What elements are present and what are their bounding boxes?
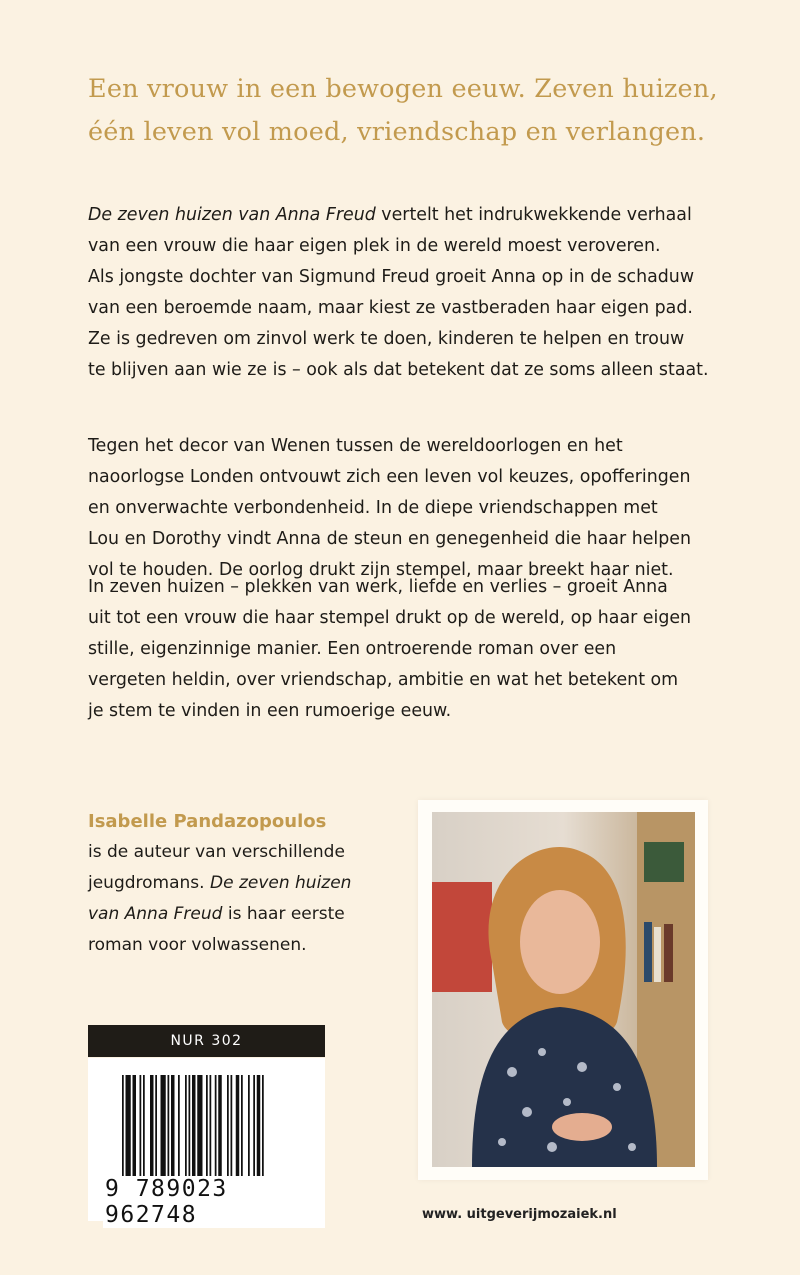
book-title-italic: van Anna Freud [88,904,223,924]
book-title-italic: De zeven huizen [209,873,352,893]
tagline-line: één leven vol moed, vriendschap en verlangen. [88,117,706,147]
nur-label: NUR 302 [88,1025,325,1057]
bio-line: roman voor volwassenen. [88,935,307,955]
author-name: Isabelle Pandazopoulos [88,811,327,832]
bio-line [88,868,351,899]
blurb-paragraph-1 [88,200,738,386]
bio-text: is haar eerste [222,904,345,924]
bio-text: jeugdromans. [88,873,210,893]
author-photo-frame [418,800,708,1180]
blurb-line: Als jongste dochter van Sigmund Freud groeit Anna op in de schaduw [88,267,695,287]
blurb-line: Lou en Dorothy vindt Anna de steun en genegenheid die haar helpen [88,529,692,549]
blurb-paragraph-2 [88,431,738,586]
red-painting [432,882,492,992]
face [520,890,600,994]
isbn-number: 9 789023 962748 [103,1176,325,1228]
publisher-url[interactable]: www. uitgeverijmozaiek.nl [422,1207,617,1222]
blurb-line: te blijven aan wie ze is – ook als dat betekent dat ze soms alleen staat. [88,360,709,380]
blurb-line: je stem te vinden in een rumoerige eeuw. [88,701,452,721]
tagline [88,68,718,154]
blurb-line: In zeven huizen – plekken van werk, liefde en verlies – groeit Anna [88,577,668,597]
blurb-text: vertelt het indrukwekkende verhaal [375,205,692,225]
blurb-line: uit tot een vrouw die haar stempel drukt op de wereld, op haar eigen [88,608,692,628]
barcode [88,1058,325,1228]
author-photo [432,812,695,1167]
blurb-line: en onverwachte verbondenheid. In de diepe vriendschappen met [88,498,658,518]
tagline-line: Een vrouw in een bewogen eeuw. Zeven huizen, [88,74,718,104]
blurb-line: vergeten heldin, over vriendschap, ambitie en wat het betekent om [88,670,679,690]
book-title-italic: De zeven huizen van Anna Freud [88,205,376,225]
bio-line [88,899,351,930]
author-portrait-illustration [432,812,695,1167]
blurb-line: van een beroemde naam, maar kiest ze vastberaden haar eigen pad. [88,298,693,318]
blurb-paragraph-3 [88,572,738,727]
hands [552,1113,612,1141]
bio-line: is de auteur van verschillende [88,842,345,862]
blurb-line: Tegen het decor van Wenen tussen de wereldoorlogen en het [88,436,623,456]
blurb-line: Ze is gedreven om zinvol werk te doen, kinderen te helpen en trouw [88,329,685,349]
blurb-line: vol te houden. De oorlog drukt zijn stempel, maar breekt haar niet. [88,560,674,580]
blurb-line: naoorlogse Londen ontvouwt zich een leven vol keuzes, opofferingen [88,467,691,487]
blurb-line: stille, eigenzinnige manier. Een ontroerende roman over een [88,639,617,659]
blurb-line [88,200,738,231]
author-bio [88,806,351,961]
blurb-line: van een vrouw die haar eigen plek in de wereld moest veroveren. [88,236,661,256]
